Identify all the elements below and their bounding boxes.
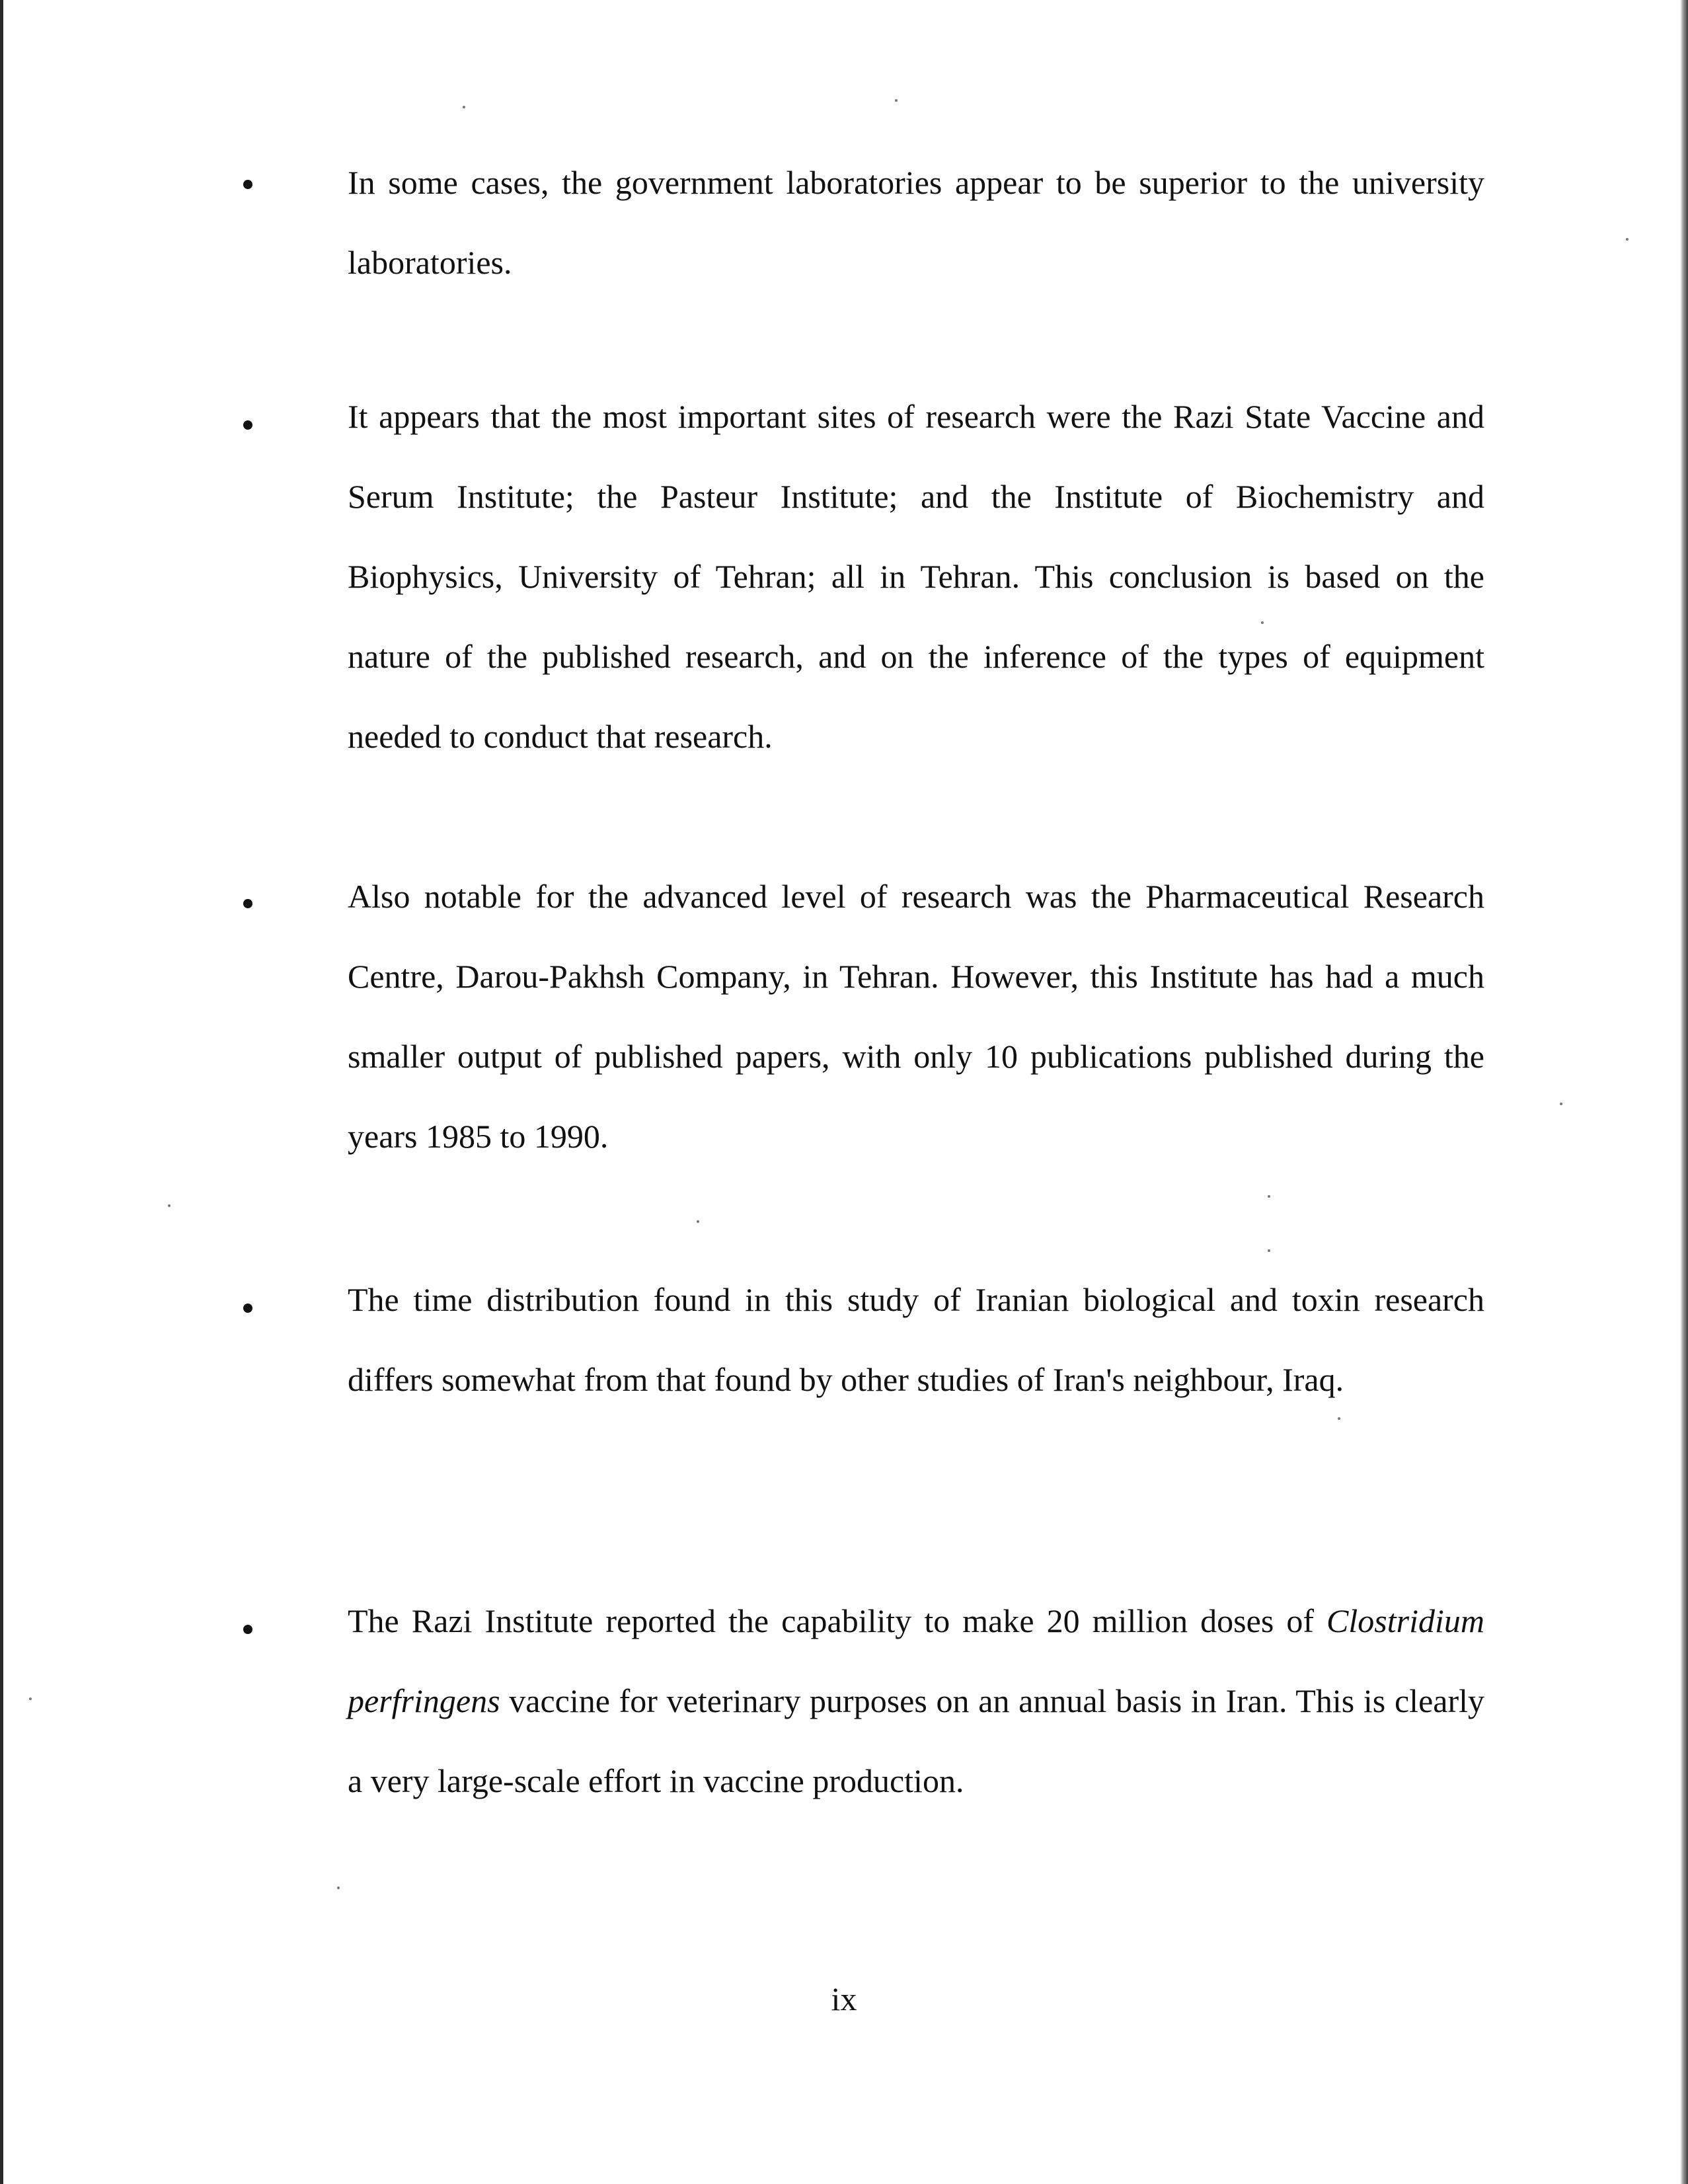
- scan-speck: [1268, 1249, 1270, 1252]
- bullet-dot-icon: [243, 1304, 252, 1313]
- scan-speck: [895, 99, 898, 102]
- scan-speck: [1338, 1417, 1340, 1420]
- bullet-dot-icon: [243, 899, 252, 908]
- species-name: Clostridium perfringens: [348, 1602, 1484, 1719]
- scan-speck: [168, 1204, 171, 1207]
- scan-left-edge: [0, 0, 3, 2184]
- scan-speck: [1261, 621, 1264, 624]
- scan-speck: [1268, 1195, 1270, 1198]
- scan-speck: [463, 106, 465, 108]
- bullet-dot-icon: [243, 1625, 252, 1634]
- scan-speck: [337, 1887, 340, 1889]
- bullet-dot-icon: [243, 180, 252, 189]
- page-number: ix: [831, 1980, 857, 2017]
- scan-speck: [1626, 238, 1629, 241]
- bullet-text-4: The time distribution found in this study of Iranian biological and toxin research differs somewhat from that found by other studies of Iran's neighbour, Iraq.: [348, 1281, 1484, 1398]
- scan-right-edge: [1680, 0, 1688, 2184]
- scan-speck: [1560, 1103, 1562, 1105]
- scan-speck: [697, 1220, 699, 1223]
- scan-speck: [29, 1697, 32, 1700]
- bullet-text-1: In some cases, the government laboratories appear to be superior to the university laboratories.: [348, 164, 1484, 281]
- bullet-text-5-end: vaccine for veterinary purposes on an annual basis in Iran. This is clearly a very large-scale effort in vaccine production.: [348, 1682, 1484, 1799]
- bullet-text-3: Also notable for the advanced level of research was the Pharmaceutical Research Centre, Darou-Pakhsh Company, in Tehran. However, this Institute has had a much smaller output of published papers, with only 10 publications published during the years 1985 to 1990.: [348, 878, 1484, 1155]
- bullet-dot-icon: [243, 420, 252, 430]
- bullet-text-5: [348, 1581, 1484, 1821]
- bullet-text-5-start: The Razi Institute reported the capability to make 20 million doses of: [348, 1602, 1327, 1639]
- bullet-text-2: It appears that the most important sites of research were the Razi State Vaccine and Serum Institute; the Pasteur Institute; and the Institute of Biochemistry and Biophysics, University of Tehran; all in Tehran. This conclusion is based on the nature of the published research, and on the inference of the types of equipment needed to conduct that research.: [348, 398, 1484, 755]
